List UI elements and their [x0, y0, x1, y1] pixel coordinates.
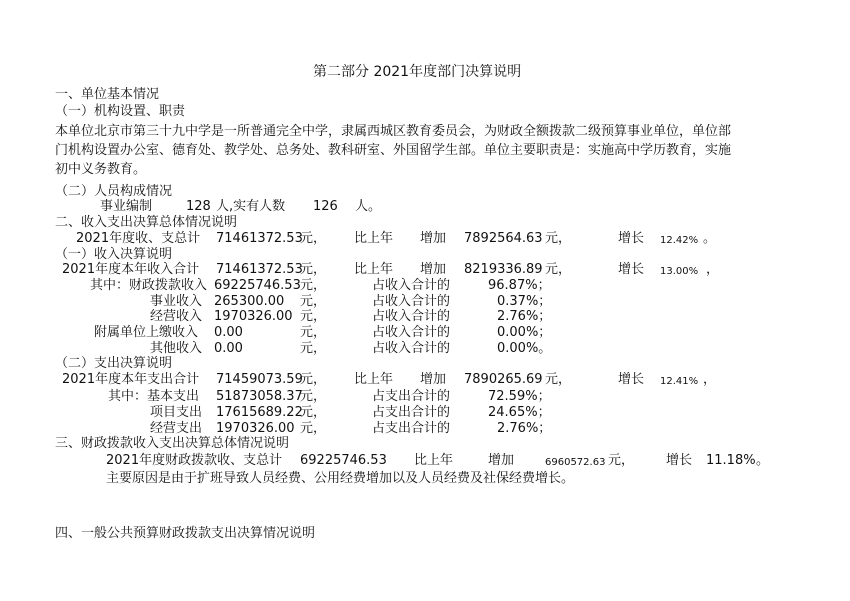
- expense-row-share-label: 占支出合计的: [372, 405, 451, 420]
- section-1-para-line-2: 门机构设置办公室、德育处、教学处、总务处、教科研室、外国留学生部。单位主要职责是：实施高中学历教育，实施: [55, 143, 732, 158]
- income-row-share: 0.00%。: [497, 341, 552, 356]
- income-total-unit: 元，: [300, 262, 327, 277]
- staff-mid: 人,实有人数: [216, 199, 286, 214]
- expense-row-unit: 元，: [300, 389, 327, 404]
- expense-row-label: 项目支出: [150, 405, 203, 420]
- expense-total-unit: 元，: [300, 372, 327, 387]
- income-row-share-label: 占收入合计的: [372, 278, 451, 293]
- expense-total-label: 2021年度本年支出合计: [62, 372, 200, 387]
- total-end: 。: [703, 231, 717, 246]
- income-row-unit: 元，: [300, 325, 327, 340]
- income-row-amount: 265300.00: [214, 294, 285, 309]
- income-row-share-label: 占收入合计的: [372, 325, 451, 340]
- section-1-sub-1: （一）机构设置、职责: [55, 104, 186, 119]
- expense-total-increase-label: 增加: [420, 372, 447, 387]
- expense-row-unit: 元，: [300, 421, 327, 436]
- expense-total-growth-pct: 12.41%: [660, 376, 699, 387]
- income-row-label: 事业收入: [150, 294, 203, 309]
- fiscal-total-label: 2021年度财政拨款收、支总计: [106, 453, 283, 468]
- income-total-increase-label: 增加: [420, 262, 447, 277]
- fiscal-total-increase: 6960572.63: [545, 457, 606, 468]
- income-row-amount: 0.00: [214, 341, 243, 356]
- staff-quota: 128: [186, 199, 211, 214]
- income-row-share: 0.00%；: [497, 325, 552, 340]
- staff-label: 事业编制: [100, 199, 153, 214]
- income-total-compare: 比上年: [354, 262, 394, 277]
- expense-row-share: 72.59%；: [488, 389, 551, 404]
- expense-total-end: ，: [703, 372, 717, 387]
- section-1-para-line-1: 本单位北京市第三十九中学是一所普通完全中学，隶属西城区教育委员会，为财政全额拨款二级预算事业单位，单位部: [55, 124, 732, 139]
- income-row-label: 附属单位上缴收入: [94, 325, 199, 340]
- staff-actual: 126: [313, 199, 338, 214]
- fiscal-reason: 主要原因是由于扩班导致人员经费、公用经费增加以及人员经费及社保经费增长。: [106, 471, 575, 486]
- total-unit: 元，: [300, 231, 327, 246]
- expense-sub-heading: （二）支出决算说明: [55, 356, 173, 371]
- expense-total-amount: 71459073.59: [216, 372, 303, 387]
- income-row-unit: 元，: [300, 294, 327, 309]
- total-amount: 71461372.53: [216, 231, 303, 246]
- expense-row-share-label: 占支出合计的: [372, 421, 451, 436]
- fiscal-total-growth-label: 增长: [666, 453, 693, 468]
- section-1-para-line-3: 初中义务教育。: [55, 162, 147, 177]
- staff-unit: 人。: [355, 199, 382, 214]
- income-row-share: 96.87%；: [488, 278, 551, 293]
- income-row-share: 2.76%；: [497, 309, 552, 324]
- income-row-share: 0.37%；: [497, 294, 552, 309]
- income-total-amount: 71461372.53: [216, 262, 303, 277]
- income-row-share-label: 占收入合计的: [372, 309, 451, 324]
- total-growth-pct: 12.42%: [660, 235, 699, 246]
- page-title: 第二部分 2021年度部门决算说明: [313, 64, 522, 80]
- total-increase: 7892564.63: [464, 231, 543, 246]
- fiscal-total-end: 。: [756, 453, 770, 468]
- income-row-label: 经营收入: [150, 309, 203, 324]
- expense-row-label: 其中：基本支出: [108, 389, 200, 404]
- section-1-heading: 一、单位基本情况: [55, 87, 160, 102]
- income-row-label: 其他收入: [150, 341, 203, 356]
- income-row-unit: 元，: [300, 309, 327, 324]
- income-row-unit: 元，: [300, 341, 327, 356]
- expense-row-unit: 元，: [300, 405, 327, 420]
- fiscal-total-amount: 69225746.53: [300, 453, 387, 468]
- total-unit-2: 元，: [545, 231, 572, 246]
- expense-total-compare: 比上年: [354, 372, 394, 387]
- total-compare: 比上年: [354, 231, 394, 246]
- income-row-unit: 元，: [300, 278, 327, 293]
- expense-total-increase: 7890265.69: [464, 372, 543, 387]
- fiscal-total-unit: 元，: [608, 453, 635, 468]
- expense-row-label: 经营支出: [150, 421, 203, 436]
- expense-row-share-label: 占支出合计的: [372, 389, 451, 404]
- fiscal-total-increase-label: 增加: [488, 453, 515, 468]
- income-row-share-label: 占收入合计的: [372, 341, 451, 356]
- income-row-amount: 69225746.53: [214, 278, 301, 293]
- income-row-amount: 0.00: [214, 325, 243, 340]
- expense-row-amount: 1970326.00: [216, 421, 295, 436]
- expense-row-amount: 51873058.37: [216, 389, 303, 404]
- income-total-unit-2: 元，: [545, 262, 572, 277]
- fiscal-total-compare: 比上年: [414, 453, 454, 468]
- income-row-amount: 1970326.00: [214, 309, 293, 324]
- expense-total-growth-label: 增长: [618, 372, 645, 387]
- total-label: 2021年度收、支总计: [76, 231, 201, 246]
- income-total-growth-label: 增长: [618, 262, 645, 277]
- expense-row-share: 24.65%；: [488, 405, 551, 420]
- income-total-growth-pct: 13.00%: [660, 266, 699, 277]
- income-row-label: 其中：财政拨款收入: [90, 278, 208, 293]
- section-2-heading: 二、收入支出决算总体情况说明: [55, 215, 238, 230]
- income-total-end: ，: [706, 262, 720, 277]
- fiscal-total-growth-pct: 11.18%: [706, 453, 756, 468]
- section-1-sub-2: （二）人员构成情况: [55, 184, 173, 199]
- total-growth-label: 增长: [618, 231, 645, 246]
- income-sub-heading: （一）收入决算说明: [55, 247, 173, 262]
- section-4-heading: 四、一般公共预算财政拨款支出决算情况说明: [55, 526, 316, 541]
- section-3-heading: 三、财政拨款收入支出决算总体情况说明: [55, 436, 290, 451]
- income-total-increase: 8219336.89: [464, 262, 543, 277]
- expense-row-amount: 17615689.22: [216, 405, 303, 420]
- total-increase-label: 增加: [420, 231, 447, 246]
- income-total-label: 2021年度本年收入合计: [62, 262, 200, 277]
- income-row-share-label: 占收入合计的: [372, 294, 451, 309]
- expense-row-share: 2.76%；: [497, 421, 552, 436]
- expense-total-unit-2: 元，: [545, 372, 572, 387]
